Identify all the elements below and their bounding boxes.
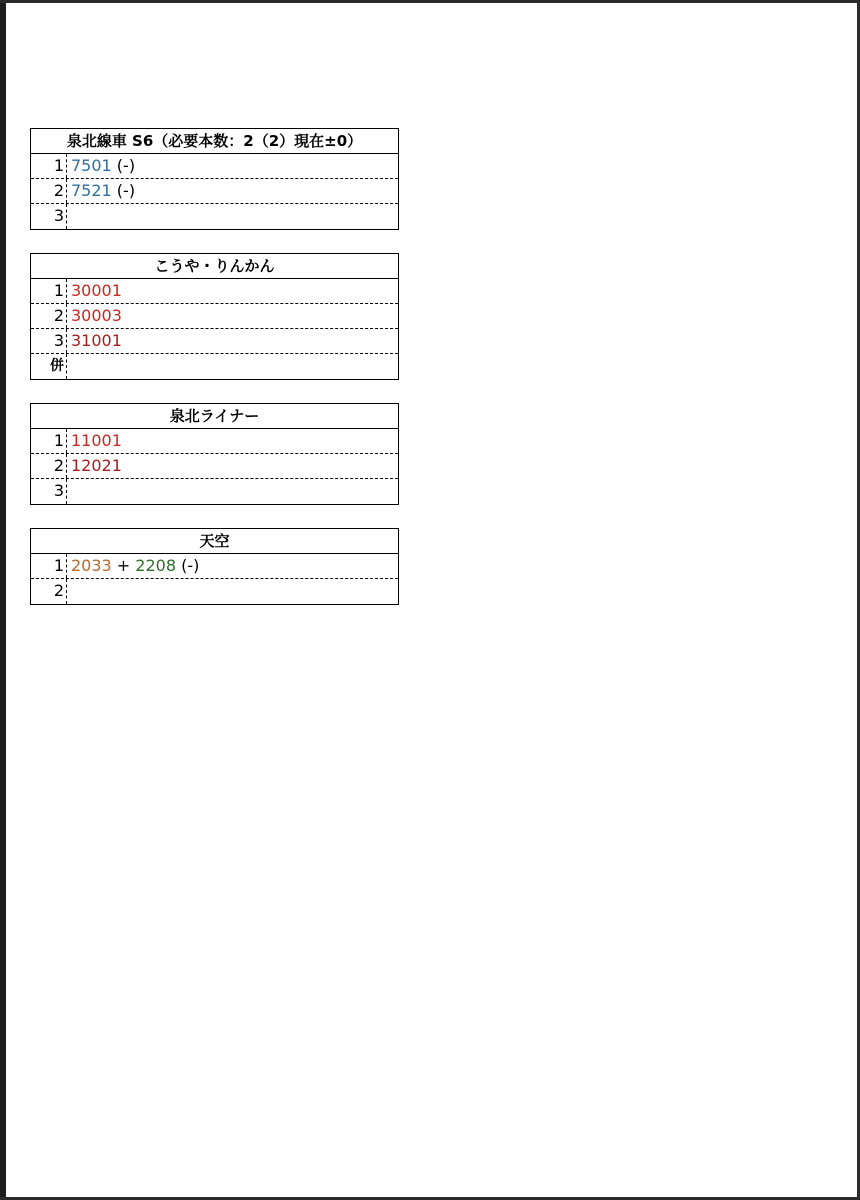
car-status: (-)	[176, 556, 200, 575]
table-tenku	[30, 528, 399, 605]
table-row	[31, 179, 398, 204]
page-edge-top	[0, 0, 860, 3]
row-number: 1	[31, 154, 67, 178]
table-row	[31, 579, 398, 604]
table-row	[31, 429, 398, 454]
row-value	[67, 554, 398, 578]
table-row	[31, 279, 398, 304]
row-value	[67, 304, 398, 328]
car-number: 31001	[71, 331, 122, 350]
car-number: 2208	[135, 556, 177, 575]
row-number: 2	[31, 579, 67, 604]
car-number: 7501	[71, 156, 112, 175]
row-value	[67, 329, 398, 353]
table-row	[31, 304, 398, 329]
car-status: (-)	[111, 156, 136, 175]
row-value	[67, 354, 398, 379]
table-row	[31, 154, 398, 179]
table-row	[31, 329, 398, 354]
table-row	[31, 479, 398, 504]
row-number: 3	[31, 479, 67, 504]
car-number: 7521	[71, 181, 112, 200]
row-number: 3	[31, 329, 67, 353]
row-value	[67, 204, 398, 229]
car-number: 30003	[71, 306, 122, 325]
row-number: 1	[31, 279, 67, 303]
row-number: 2	[31, 304, 67, 328]
row-number: 2	[31, 454, 67, 478]
coupling-plus: +	[111, 556, 136, 575]
row-value	[67, 179, 398, 203]
car-number: 2033	[71, 556, 112, 575]
car-number: 12021	[71, 456, 122, 475]
row-value	[67, 154, 398, 178]
table-senboku-cars	[30, 128, 399, 230]
table-title: 天空	[31, 529, 398, 554]
row-number: 1	[31, 554, 67, 578]
table-row	[31, 204, 398, 229]
row-number: 3	[31, 204, 67, 229]
table-row	[31, 554, 398, 579]
table-title: 泉北線車 S6（必要本数：2（2）現在±0）	[31, 129, 398, 154]
row-value	[67, 479, 398, 504]
table-senboku-liner	[30, 403, 399, 505]
table-title: こうや・りんかん	[31, 254, 398, 279]
car-number: 30001	[71, 281, 122, 300]
row-value	[67, 579, 398, 604]
row-value	[67, 279, 398, 303]
car-number: 11001	[71, 431, 122, 450]
table-row	[31, 454, 398, 479]
row-number: 2	[31, 179, 67, 203]
row-value	[67, 454, 398, 478]
car-status: (-)	[111, 181, 136, 200]
table-row	[31, 354, 398, 379]
row-number: 併	[31, 354, 67, 379]
table-kouya-rinkan	[30, 253, 399, 380]
table-title: 泉北ライナー	[31, 404, 398, 429]
page-edge-left	[0, 0, 6, 1200]
row-number: 1	[31, 429, 67, 453]
row-value	[67, 429, 398, 453]
